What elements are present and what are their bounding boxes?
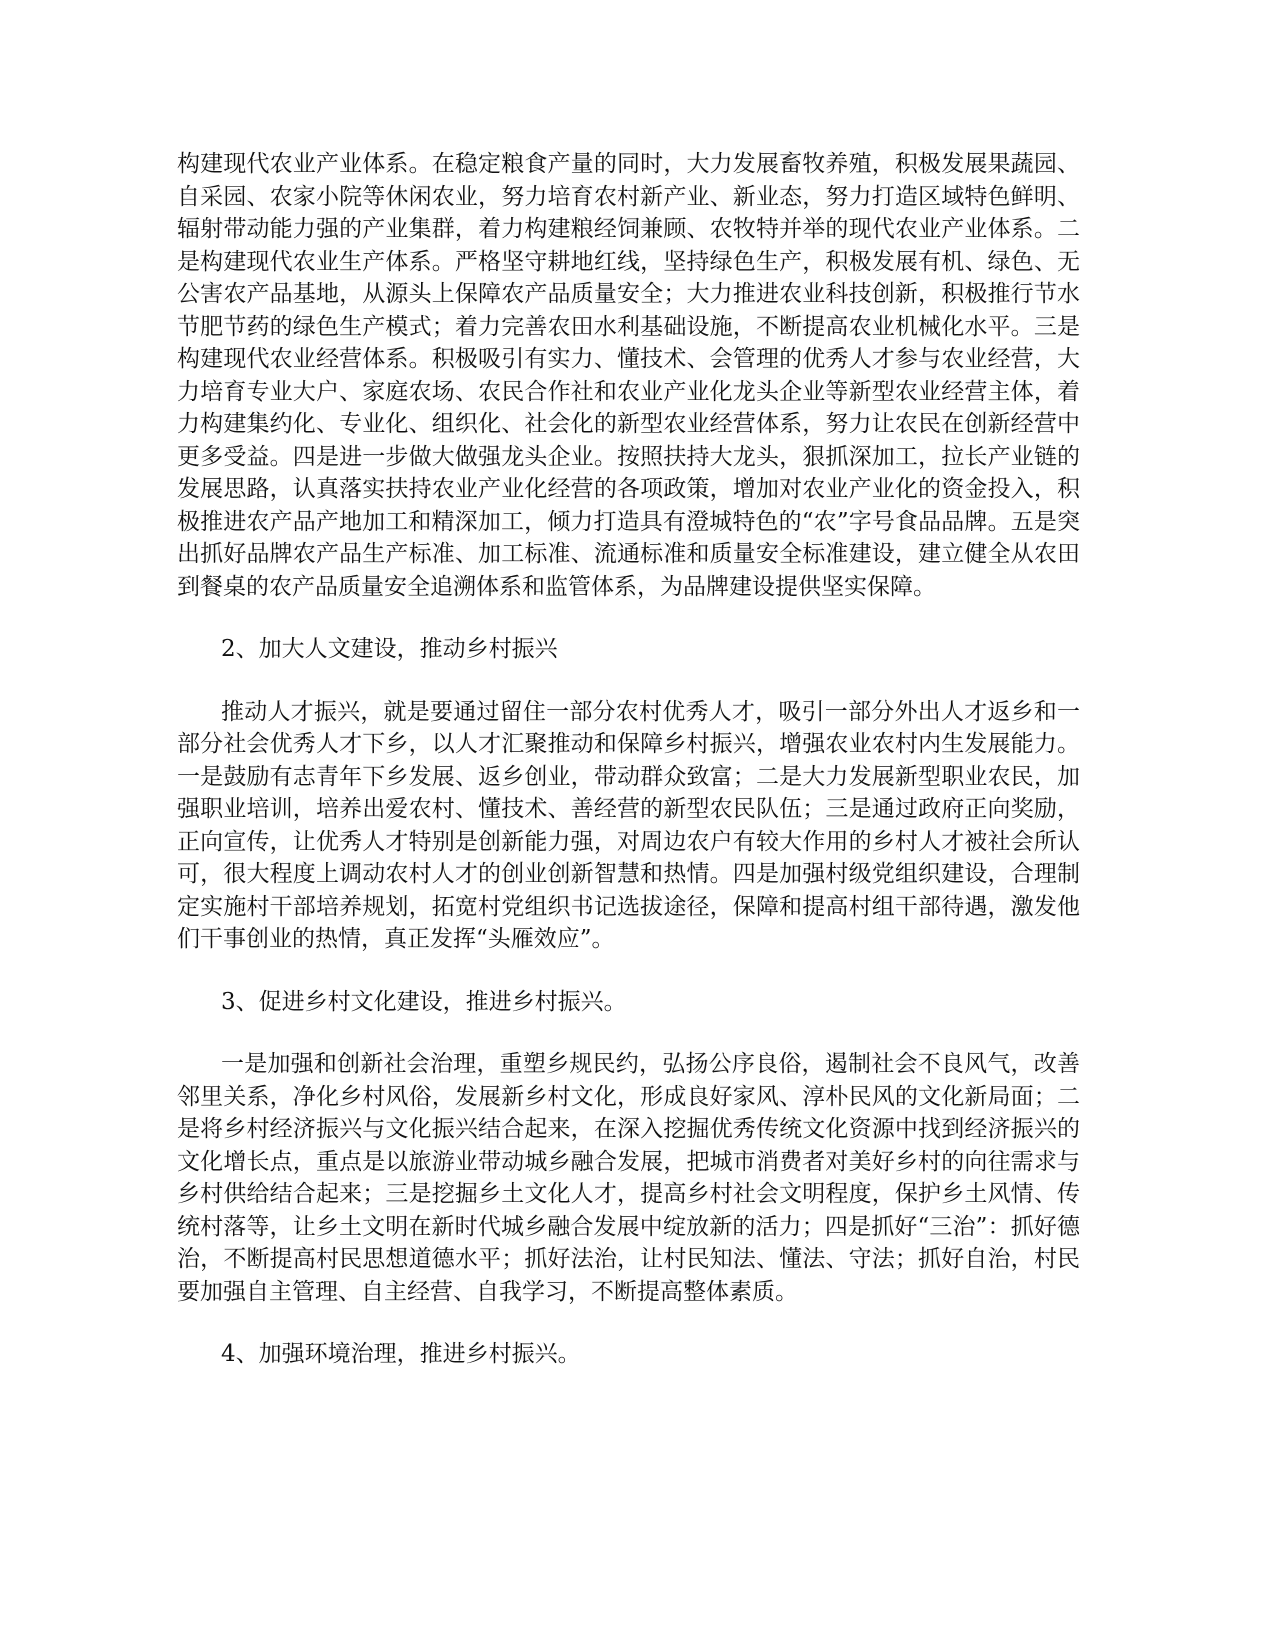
section-heading-2: 2、加大人文建设，推动乡村振兴 xyxy=(221,636,558,662)
paragraph-rural-culture: 一是加强和创新社会治理，重塑乡规民约，弘扬公序良俗，遏制社会不良风气，改善邻里关系，净化乡村风俗，发展新乡村文化，形成良好家风、淳朴民风的文化新局面；二是将乡村经济振兴与文化振兴结合起来，在深入挖掘优秀传统文化资源中找到经济振兴的文化增长点，重点是以旅游业带动城乡融合发展，把城市消费者对美好乡村的向往需求与乡村供给结合起来；三是挖掘乡土文化人才，提高乡村社会文明程度，保护乡土风情、传统村落等，让乡土文明在新时代城乡融合发展中绽放新的活力；四是抓好“三治”：抓好德治，不断提高村民思想道德水平；抓好法治，让村民知法、懂法、守法；抓好自治，村民要加强自主管理、自主经营、自我学习，不断提高整体素质。 xyxy=(177,1051,1080,1305)
paragraph-gap xyxy=(177,1308,1080,1338)
paragraph-talent-revitalization: 推动人才振兴，就是要通过留住一部分农村优秀人才，吸引一部分外出人才返乡和一部分社会优秀人才下乡，以人才汇聚推动和保障乡村振兴，增强农业农村内生发展能力。一是鼓励有志青年下乡发展、返乡创业，带动群众致富；二是大力发展新型职业农民，加强职业培训，培养出爱农村、懂技术、善经营的新型农民队伍；三是通过政府正向奖励，正向宣传，让优秀人才特别是创新能力强，对周边农户有较大作用的乡村人才被社会所认可，很大程度上调动农村人才的创业创新智慧和热情。四是加强村级党组织建设，合理制定实施村干部培养规划，拓宽村党组织书记选拔途径，保障和提高村组干部待遇，激发他们干事创业的热情，真正发挥“头雁效应”。 xyxy=(177,698,1080,952)
section-heading-3: 3、促进乡村文化建设，推进乡村振兴。 xyxy=(221,988,627,1015)
paragraph-gap xyxy=(177,666,1080,696)
paragraph-gap xyxy=(177,1018,1080,1048)
paragraph-gap xyxy=(177,956,1080,986)
paragraph-gap xyxy=(177,603,1080,633)
document-page xyxy=(177,148,1080,1371)
section-heading-4: 4、加强环境治理，推进乡村振兴。 xyxy=(221,1341,581,1367)
paragraph-modern-agriculture-systems: 构建现代农业产业体系。在稳定粮食产量的同时，大力发展畜牧养殖，积极发展果蔬园、自采园、农家小院等休闲农业，努力培育农村新产业、新业态，努力打造区域特色鲜明、辐射带动能力强的产业集群，着力构建粮经饲兼顾、农牧特并举的现代农业产业体系。二是构建现代农业生产体系。严格坚守耕地红线，坚持绿色生产，积极发展有机、绿色、无公害农产品基地，从源头上保障农产品质量安全；大力推进农业科技创新，积极推行节水节肥节药的绿色生产模式；着力完善农田水利基础设施，不断提高农业机械化水平。三是构建现代农业经营体系。积极吸引有实力、懂技术、会管理的优秀人才参与农业经营，大力培育专业大户、家庭农场、农民合作社和农业产业化龙头企业等新型农业经营主体，着力构建集约化、专业化、组织化、社会化的新型农业经营体系，努力让农民在创新经营中更多受益。四是进一步做大做强龙头企业。按照扶持大龙头，狠抓深加工，拉长产业链的发展思路，认真落实扶持农业产业化经营的各项政策，增加对农业产业化的资金投入，积极推进农产品产地加工和精深加工，倾力打造具有澄城特色的“农”字号食品品牌。五是突出抓好品牌农产品生产标准、加工标准、流通标准和质量安全标准建设，建立健全从农田到餐桌的农产品质量安全追溯体系和监管体系，为品牌建设提供坚实保障。 xyxy=(177,151,1080,600)
